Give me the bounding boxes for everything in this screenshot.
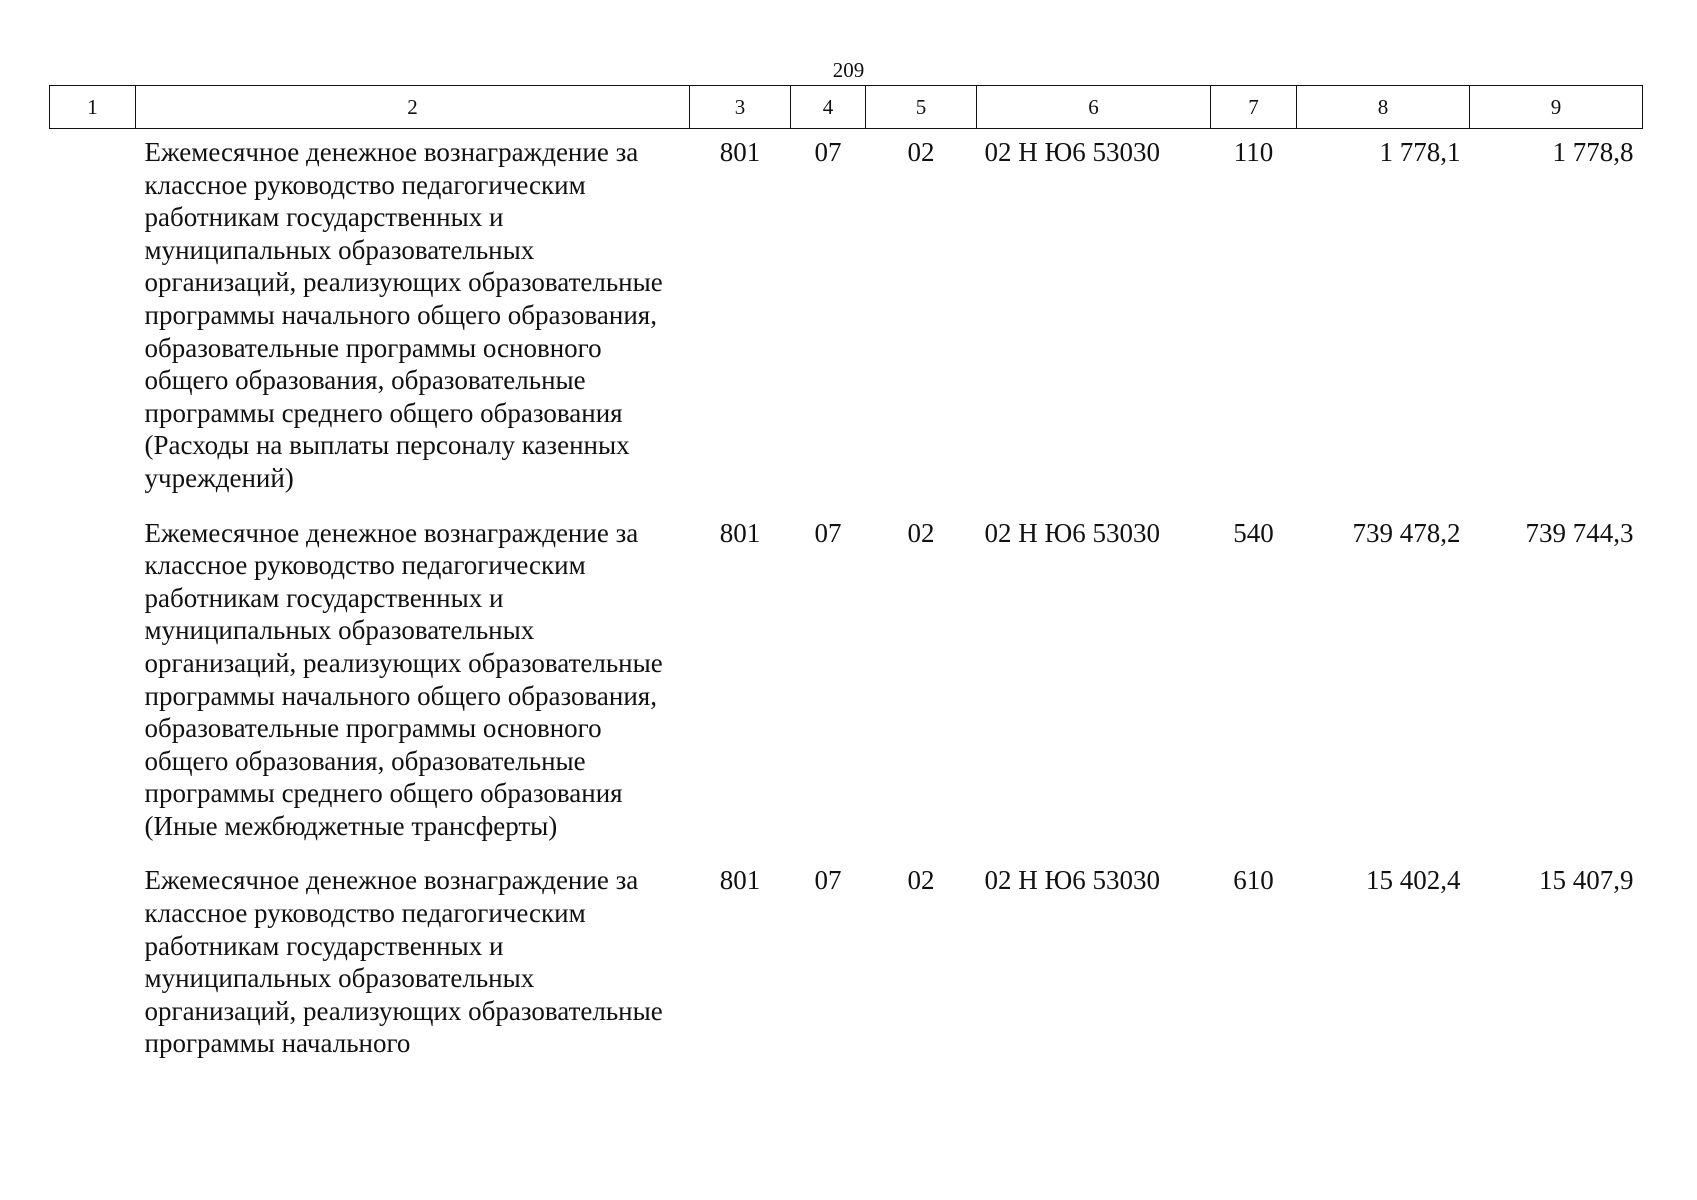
- row-description: Ежемесячное денежное вознаграждение за классное руководство педагогическим работникам государственных и муниципальных образовательных организаций, реализующих образовательные программы начального общего образования, образовательные программы основного общего образования, образовательные программы среднего общего образования (Расходы на выплаты персоналу казенных учреждений): [144, 137, 663, 493]
- row-subsection-code: 02: [907, 865, 935, 896]
- row-col1-cell: [50, 857, 136, 1075]
- row-target-article: 02 Н Ю6 53030: [984, 137, 1160, 167]
- header-col-9: 9: [1470, 86, 1643, 129]
- header-col-7: 7: [1211, 86, 1297, 129]
- table-header-row: [50, 86, 1643, 129]
- row-amount-2: 739 744,3: [1525, 517, 1634, 548]
- row-section-code: 07: [814, 137, 842, 167]
- row-subsection-code: 02: [907, 137, 935, 167]
- row-amount-2: 15 407,9: [1539, 865, 1634, 896]
- row-col1-cell: [50, 129, 136, 510]
- row-ministry-code: 801: [719, 517, 761, 548]
- header-col-5: 5: [866, 86, 977, 129]
- row-col1-cell: [50, 510, 136, 858]
- row-section-code: 07: [814, 517, 842, 548]
- table-row: [50, 510, 1643, 858]
- row-amount-2: 1 778,8: [1552, 137, 1634, 167]
- row-target-article: 02 Н Ю6 53030: [984, 865, 1160, 896]
- row-amount-1: 1 778,1: [1379, 137, 1461, 167]
- header-col-6: 6: [977, 86, 1211, 129]
- row-ministry-code: 801: [719, 137, 761, 167]
- row-target-article: 02 Н Ю6 53030: [984, 517, 1160, 548]
- row-description: Ежемесячное денежное вознаграждение за классное руководство педагогическим работникам государственных и муниципальных образовательных организаций, реализующих образовательные программы начального общего образования, образовательные программы основного общего образования, образовательные программы среднего общего образования (Иные межбюджетные трансферты): [144, 517, 663, 841]
- header-col-4: 4: [791, 86, 866, 129]
- page-number: 209: [832, 58, 865, 82]
- row-ministry-code: 801: [719, 865, 761, 896]
- header-col-8: 8: [1297, 86, 1470, 129]
- row-section-code: 07: [814, 865, 842, 896]
- table-row: [50, 129, 1643, 510]
- header-col-3: 3: [690, 86, 791, 129]
- row-subsection-code: 02: [907, 517, 935, 548]
- header-col-1: 1: [50, 86, 136, 129]
- row-amount-1: 739 478,2: [1352, 517, 1461, 548]
- row-expense-type: 540: [1233, 517, 1274, 548]
- row-amount-1: 15 402,4: [1366, 865, 1461, 896]
- table-row: [50, 857, 1643, 1075]
- row-expense-type: 610: [1233, 865, 1274, 896]
- row-expense-type: 110: [1233, 137, 1274, 167]
- header-col-2: 2: [136, 86, 690, 129]
- budget-table: [49, 85, 1643, 1075]
- row-description: Ежемесячное денежное вознаграждение за классное руководство педагогическим работникам государственных и муниципальных образовательных организаций, реализующих образовательные программы начального: [144, 865, 663, 1059]
